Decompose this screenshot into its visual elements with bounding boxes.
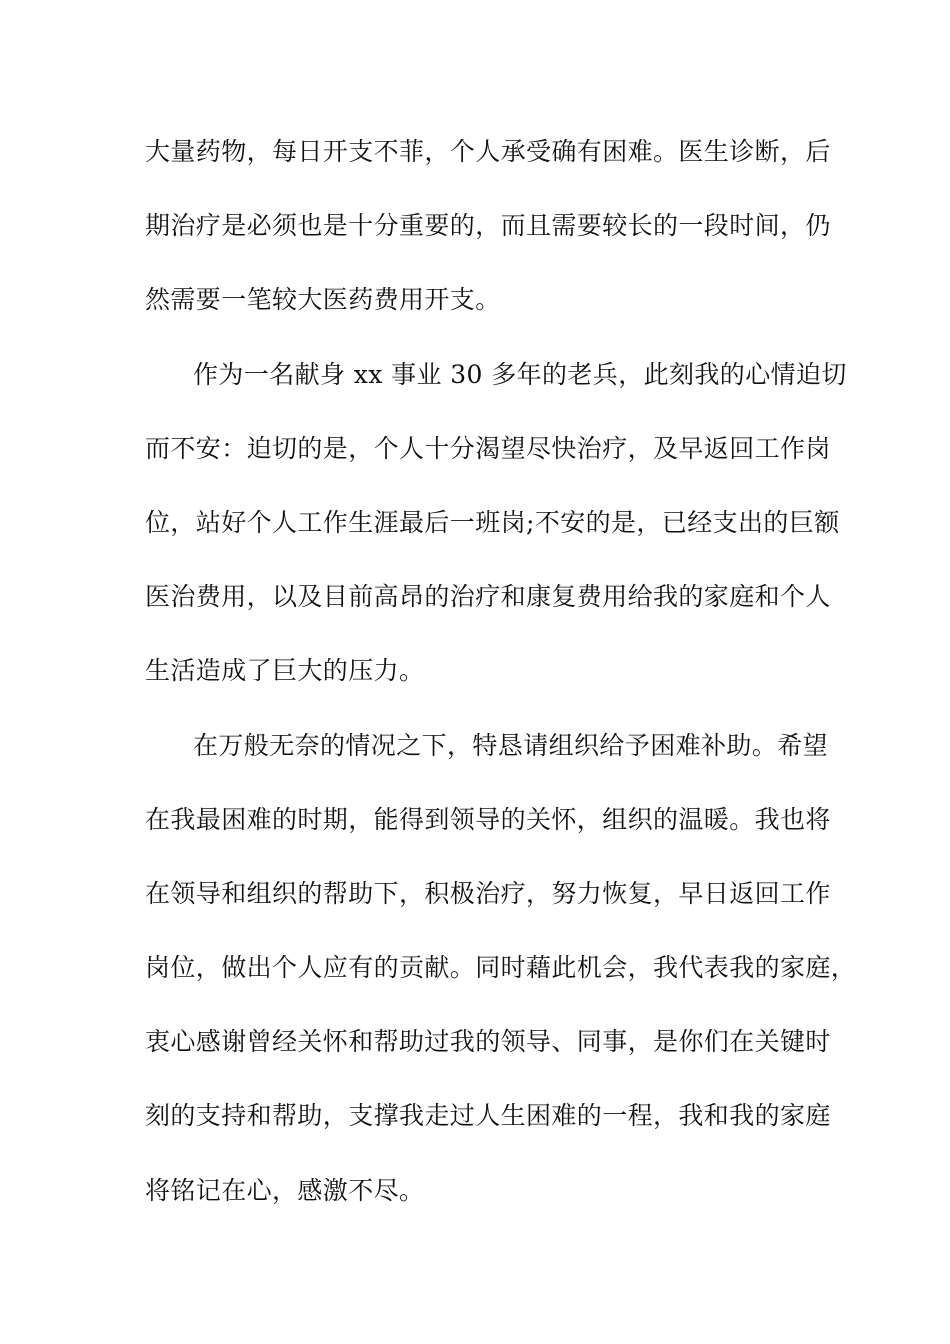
text-line: 大量药物，每日开支不菲，个人承受确有困难。医生诊断，后 [145,137,831,166]
text-line: 在万般无奈的情况之下，特恳请组织给予困难补助。希望 [193,730,829,760]
text-line: 在我最困难的时期，能得到领导的关怀，组织的温暖。我也将 [145,804,831,834]
text-line: 生活造成了巨大的压力。 [145,656,425,686]
text-line: 然需要一笔较大医药费用开支。 [145,285,501,315]
text-line: 岗位，做出个人应有的贡献。同时藉此机会，我代表我的家庭， [145,953,857,983]
text-line: 期治疗是必须也是十分重要的，而且需要较长的一段时间，仍 [145,211,831,241]
text-line: 作为一名献身 xx 事业 30 多年的老兵，此刻我的心情迫切 [193,359,847,389]
document-body [145,132,857,1245]
text-line: 医治费用，以及目前高昂的治疗和康复费用给我的家庭和个人 [145,582,831,612]
paragraph [145,355,847,726]
text-line: 衷心感谢曾经关怀和帮助过我的领导、同事，是你们在关键时 [145,1027,831,1057]
paragraph [145,726,857,1245]
text-line: 在领导和组织的帮助下，积极治疗，努力恢复，早日返回工作 [145,878,831,908]
paragraph [145,132,831,355]
text-line: 刻的支持和帮助，支撑我走过人生困难的一程，我和我的家庭 [145,1101,831,1131]
text-line: 而不安：迫切的是，个人十分渴望尽快治疗，及早返回工作岗 [145,433,831,463]
text-line: 位，站好个人工作生涯最后一班岗;不安的是，已经支出的巨额 [145,507,840,537]
text-line: 将铭记在心，感激不尽。 [145,1175,425,1205]
